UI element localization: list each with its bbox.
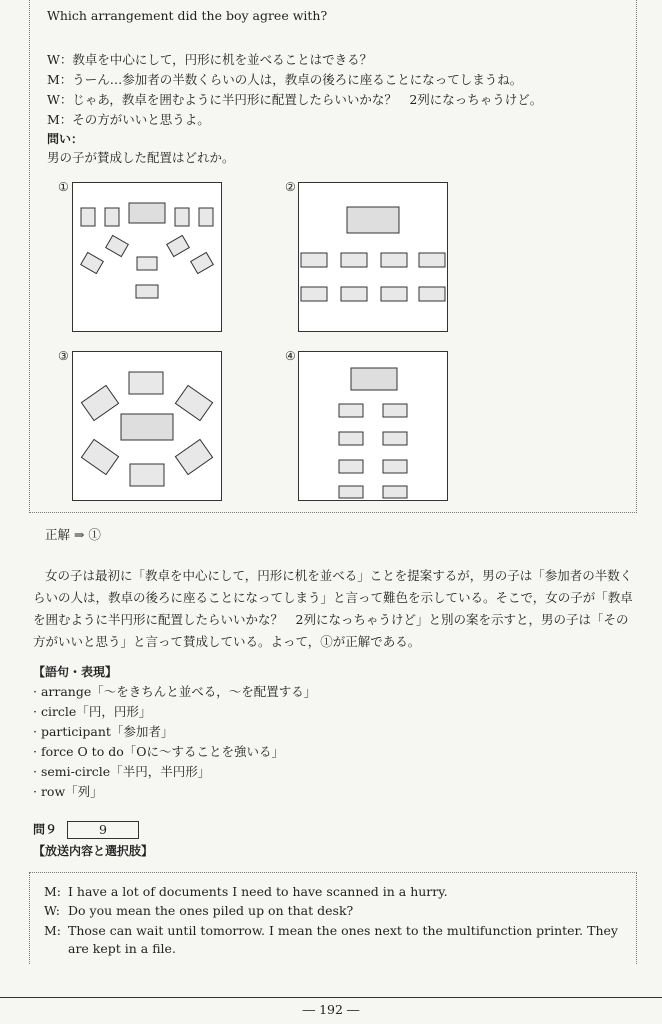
question-en: Which arrangement did the boy agree with? bbox=[47, 8, 328, 23]
figure-1 bbox=[72, 182, 222, 332]
answer-line: 正解 ⇒ ① bbox=[45, 527, 101, 542]
footer-rule bbox=[0, 997, 662, 998]
explanation: 女の子は最初に「教卓を中心にして，円形に机を並べる」ことを提案するが，男の子は「参加者の半数くらいの人は，教卓の後ろに座ることになってしまう」と言って難色を示している。そこで，女の子が「教卓を囲むように半円形に配置したらいいかな？ 2列になっちゃうけど」と別の案を示すと，男の子は「その方がいいと思う」と言って賛成している。よって，①が正解である。 bbox=[33, 568, 633, 649]
broadcast-box bbox=[29, 872, 637, 964]
vocab-item: · force O to do「Oに～することを強いる」 bbox=[33, 744, 284, 759]
vocab-item: · circle「円，円形」 bbox=[33, 704, 152, 719]
vocab-item: · semi-circle「半円，半円形」 bbox=[33, 764, 211, 779]
figure-3-label: ③ bbox=[58, 349, 69, 363]
speaker: W: bbox=[44, 903, 60, 918]
utterance: I have a lot of documents I need to have scanned in a hurry. bbox=[68, 884, 448, 899]
dialog-line-3: W：じゃあ，教卓を囲むように半円形に配置したらいいかな？ 2列になっちゃうけど。 bbox=[47, 92, 543, 107]
figure-3 bbox=[72, 351, 222, 501]
dialog-line-4: M：その方がいいと思うよ。 bbox=[47, 112, 210, 127]
dialog-en-row bbox=[30, 902, 630, 920]
figure-2 bbox=[298, 182, 448, 332]
broadcast-heading: 【放送内容と選択肢】 bbox=[33, 844, 154, 858]
page-number: ― 192 ― bbox=[302, 1002, 360, 1017]
dialog-line-1: W：教卓を中心にして，円形に机を並べることはできる？ bbox=[47, 52, 373, 67]
figure-4 bbox=[298, 351, 448, 501]
q9-label: 問９ bbox=[33, 822, 58, 837]
figure-1-label: ① bbox=[58, 180, 69, 194]
figure-2-label: ② bbox=[285, 180, 296, 194]
speaker: M: bbox=[44, 884, 62, 899]
dialog-en-row bbox=[30, 922, 630, 962]
dialog-line-2: M：うーん…参加者の半数くらいの人は，教卓の後ろに座ることになってしまうね。 bbox=[47, 72, 523, 87]
vocab-list bbox=[33, 682, 316, 802]
speaker: M: bbox=[44, 923, 62, 938]
vocab-item: · row「列」 bbox=[33, 784, 103, 799]
toi-label: 問い： bbox=[47, 132, 84, 146]
vocab-item: · participant「参加者」 bbox=[33, 724, 174, 739]
toi-text: 男の子が賛成した配置はどれか。 bbox=[47, 150, 235, 165]
vocab-item: · arrange「～をきちんと並べる，～を配置する」 bbox=[33, 684, 317, 699]
utterance: Those can wait until tomorrow. I mean the ones next to the multifunction printer. They are kept in a file. bbox=[68, 923, 618, 956]
q9-row bbox=[33, 821, 139, 839]
vocab-heading: 【語句・表現】 bbox=[33, 665, 118, 679]
dialog-en-row bbox=[30, 883, 630, 901]
figure-4-label: ④ bbox=[285, 349, 296, 363]
utterance: Do you mean the ones piled up on that desk? bbox=[68, 903, 354, 918]
answer-box: 9 bbox=[67, 821, 139, 839]
